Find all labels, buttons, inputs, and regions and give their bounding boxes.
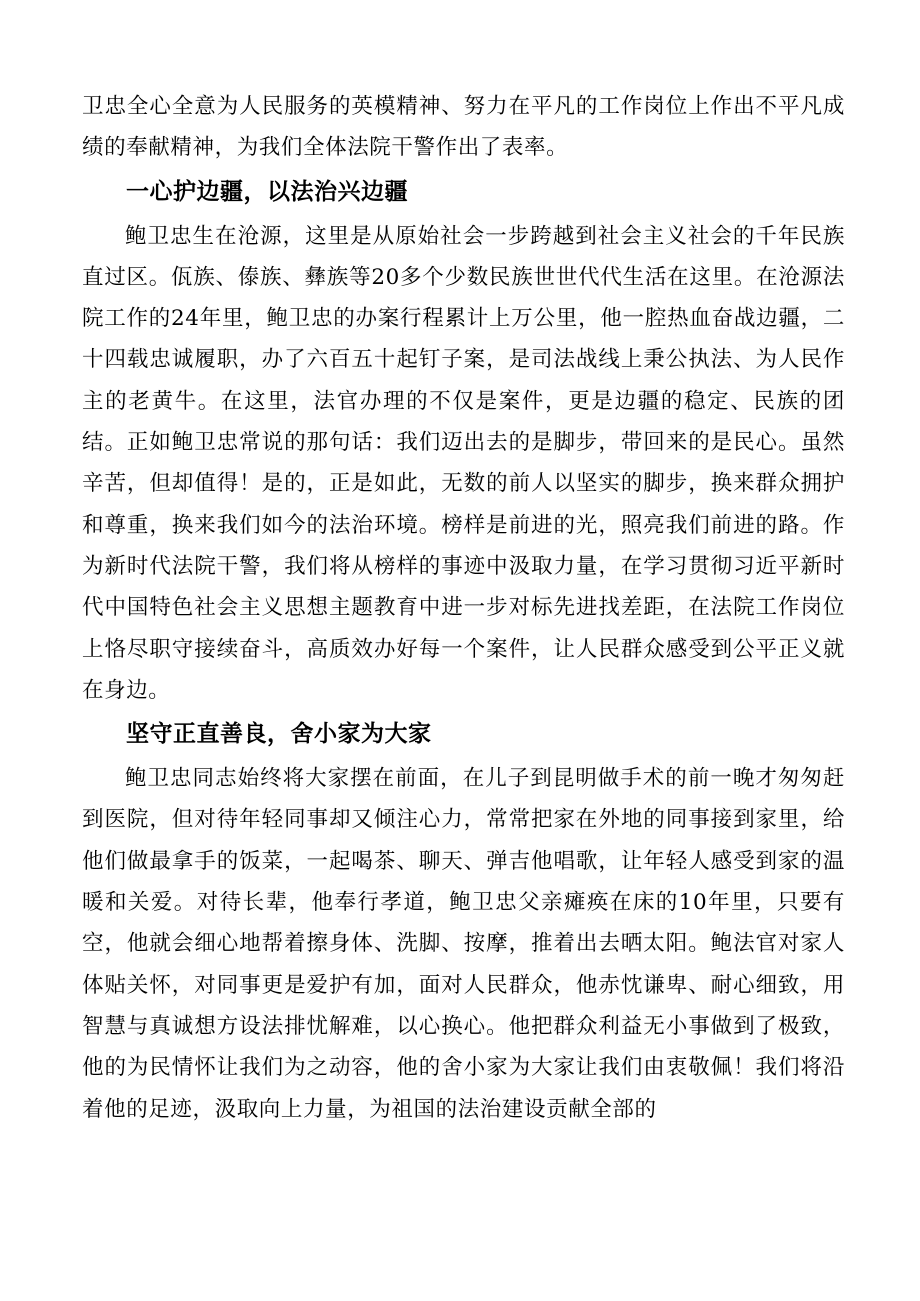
section-heading-border-rule-of-law: 一心护边疆，以法治兴边疆 bbox=[126, 178, 408, 205]
section-body-border-rule-of-law: 鲍卫忠生在沧源，这里是从原始社会一步跨越到社会主义社会的千年民族直过区。佤族、傣族、彝族等20多个少数民族世世代代生活在这里。在沧源法院工作的24年里，鲍卫忠的办案行程累计上万公里，他一腔热血奋战边疆，二十四载忠诚履职，办了六百五十起钉子案，是司法战线上秉公执法、为人民作主的老黄牛。在这里，法官办理的不仅是案件，更是边疆的稳定、民族的团结。正如鲍卫忠常说的那句话：我们迈出去的是脚步，带回来的是民心。虽然辛苦，但却值得！是的，正是如此，无数的前人以坚实的脚步，换来群众拥护和尊重，换来我们如今的法治环境。榜样是前进的光，照亮我们前进的路。作为新时代法院干警，我们将从榜样的事迹中汲取力量，在学习贯彻习近平新时代中国特色社会主义思想主题教育中进一步对标先进找差距，在法院工作岗位上恪尽职守接续奋斗，高质效办好每一个案件，让人民群众感受到公平正义就在身边。 bbox=[82, 223, 845, 703]
section-heading-sacrifice-for-all: 坚守正直善良，舍小家为大家 bbox=[126, 721, 432, 748]
paragraph-continuation: 卫忠全心全意为人民服务的英模精神、努力在平凡的工作岗位上作出不平凡成绩的奉献精神，为我们全体法院干警作出了表率。 bbox=[82, 94, 845, 161]
document-page bbox=[82, 86, 845, 1130]
section-body-sacrifice-for-all: 鲍卫忠同志始终将大家摆在前面，在儿子到昆明做手术的前一晚才匆匆赶到医院，但对待年轻同事却又倾注心力，常常把家在外地的同事接到家里，给他们做最拿手的饭菜，一起喝茶、聊天、弹吉他唱歌，让年轻人感受到家的温暖和关爱。对待长辈，他奉行孝道，鲍卫忠父亲瘫痪在床的10年里，只要有空，他就会细心地帮着擦身体、洗脚、按摩，推着出去晒太阳。鲍法官对家人体贴关怀，对同事更是爱护有加，面对人民群众，他赤忱谦卑、耐心细致，用智慧与真诚想方设法排忧解难，以心换心。他把群众利益无小事做到了极致，他的为民情怀让我们为之动容，他的舍小家为大家让我们由衷敬佩！我们将沿着他的足迹，汲取向上力量，为祖国的法治建设贡献全部的 bbox=[82, 766, 845, 1122]
